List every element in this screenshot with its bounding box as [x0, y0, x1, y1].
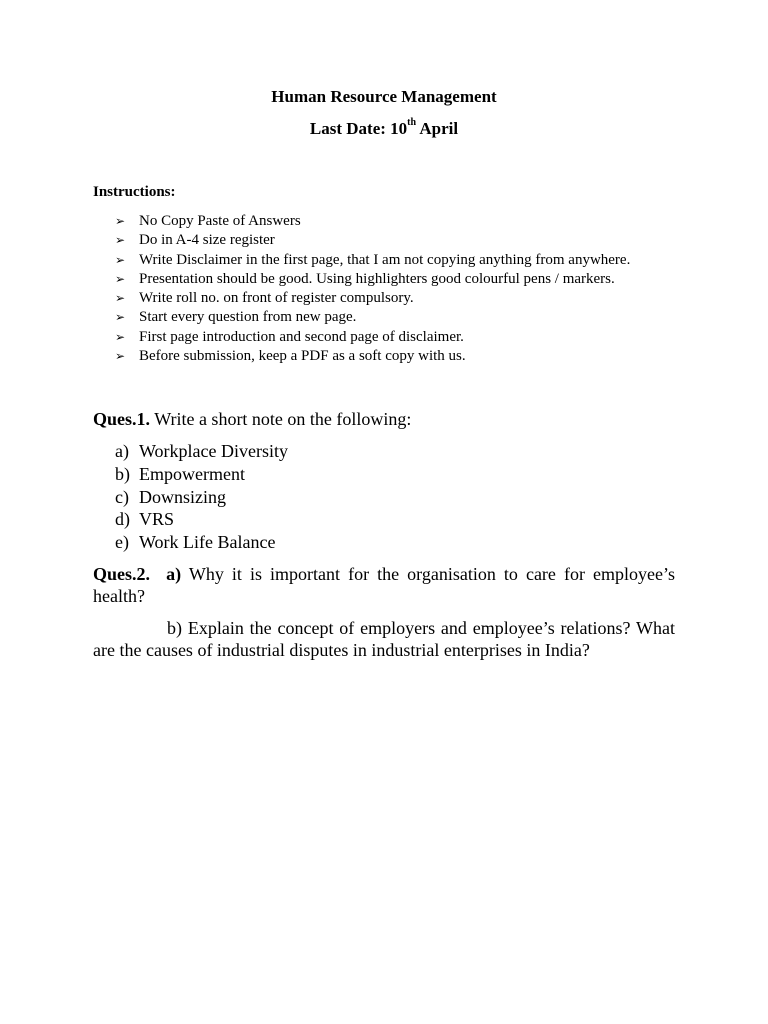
arrowhead-bullet-icon: ➢	[115, 310, 126, 325]
instruction-item	[115, 212, 715, 231]
instruction-item	[115, 251, 715, 270]
instruction-text: Write roll no. on front of register compulsory.	[139, 290, 414, 307]
instruction-item	[115, 289, 715, 308]
option-letter: d)	[115, 509, 130, 530]
question-1-text: Write a short note on the following:	[150, 409, 412, 429]
option-text: Work Life Balance	[139, 532, 276, 553]
option-text: Downsizing	[139, 486, 226, 507]
option-item	[115, 440, 288, 463]
question-1-label: Ques.1.	[93, 409, 151, 429]
instructions-list	[115, 212, 715, 366]
option-item	[115, 463, 288, 486]
option-letter: e)	[115, 532, 129, 553]
instruction-text: Write Disclaimer in the first page, that I am not copying anything from anywhere.	[139, 251, 631, 268]
last-date	[0, 119, 768, 139]
instruction-text: Presentation should be good. Using highlighters good colourful pens / markers.	[139, 270, 615, 287]
arrowhead-bullet-icon: ➢	[115, 329, 126, 344]
arrowhead-bullet-icon: ➢	[115, 214, 126, 228]
document-title: Human Resource Management	[271, 87, 497, 106]
question-2-label: Ques.2.	[93, 564, 151, 584]
option-letter: a)	[115, 441, 129, 461]
option-text: Empowerment	[139, 463, 245, 484]
question-2-part-b-text: Explain the concept of employers and employee’s relations? What are the causes of industrial disputes in industrial enterprises in India?	[93, 618, 675, 660]
arrowhead-bullet-icon: ➢	[115, 291, 126, 306]
option-letter: c)	[115, 486, 129, 507]
option-text: Workplace Diversity	[139, 441, 289, 461]
arrowhead-bullet-icon: ➢	[115, 271, 126, 286]
instruction-item	[115, 270, 715, 289]
instruction-text: First page introduction and second page of disclaimer.	[139, 328, 464, 345]
instructions-heading: Instructions:	[93, 184, 176, 200]
question-1	[93, 408, 675, 430]
question-2-part-b	[93, 617, 675, 661]
question-2-part-a-text: Why it is important for the organisation to care for employee’s health?	[93, 564, 675, 606]
question-2-part-a	[93, 563, 675, 607]
option-item	[115, 486, 288, 509]
question-2-part-b-label: b)	[167, 618, 182, 638]
option-item	[115, 531, 288, 554]
instruction-item	[115, 328, 715, 347]
instruction-item	[115, 308, 715, 327]
instruction-text: No Copy Paste of Answers	[139, 213, 301, 229]
instruction-text: Do in A-4 size register	[139, 232, 275, 249]
last-date-ordinal: th	[407, 117, 417, 129]
last-date-month: April	[416, 119, 459, 138]
instruction-text: Start every question from new page.	[139, 309, 357, 326]
arrowhead-bullet-icon: ➢	[115, 233, 126, 248]
option-text: VRS	[139, 509, 175, 530]
last-date-prefix: Last Date: 10	[309, 119, 408, 138]
question-1-options	[115, 440, 288, 554]
question-2-part-a-label: a)	[166, 564, 182, 584]
instruction-item	[115, 347, 715, 366]
arrowhead-bullet-icon: ➢	[115, 349, 126, 364]
instruction-item	[115, 231, 715, 250]
arrowhead-bullet-icon: ➢	[115, 252, 126, 267]
instruction-text: Before submission, keep a PDF as a soft copy with us.	[139, 348, 466, 365]
option-letter: b)	[115, 463, 130, 484]
option-item	[115, 508, 288, 531]
